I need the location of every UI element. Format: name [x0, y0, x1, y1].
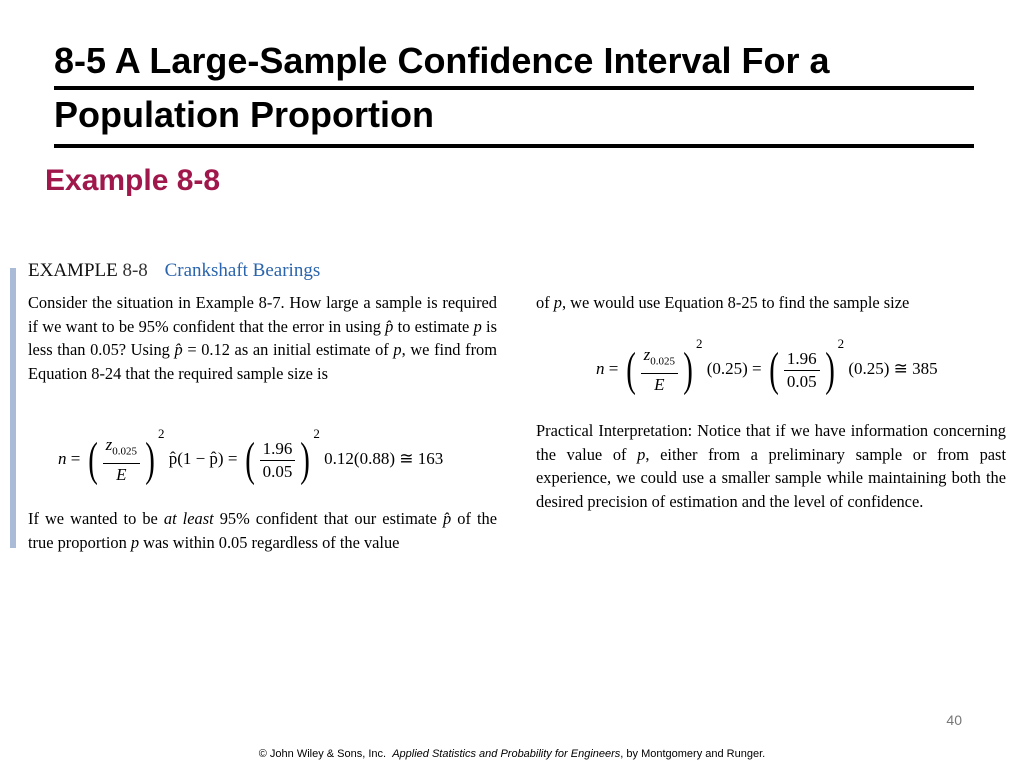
footer-authors: , by Montgomery and Runger.: [620, 748, 766, 760]
practical-interpretation: Practical Interpretation: Notice that if we have information concerning the value of p, either from a preliminary sample or from past experience, we could use a smaller sample while maintaining both the desired precision of estimation and the level of confidence.: [536, 421, 1006, 511]
example-label: EXAMPLE: [28, 260, 118, 281]
footer-copyright: © John Wiley & Sons, Inc.: [258, 748, 387, 760]
example-header: [28, 260, 320, 282]
footer-book-title: Applied Statistics and Probability for Engineers: [392, 748, 621, 760]
slide-subtitle: Example 8-8: [45, 164, 221, 197]
example-paragraph-2: If we wanted to be at least 95% confident that our estimate p̂ of the true proportion p was within 0.05 regardless of the value: [28, 509, 497, 552]
footer-citation: [0, 748, 1024, 760]
example-name: Crankshaft Bearings: [164, 260, 321, 281]
sample-size-formula-2: n = ( $\frac{z_{0.025}}{E}$ ) $^2$ (0.25) = ( $\frac{1.96}{0.05}$ ) $^2$ (0.25) ≅ 385: [596, 336, 938, 397]
slide-title: 8-5 A Large-Sample Confidence Interval For a Population Proportion: [54, 40, 830, 135]
title-underline-2: [54, 144, 974, 148]
title-underline-1: [54, 86, 974, 90]
example-number: 8-8: [122, 260, 148, 281]
example-paragraph-1: Consider the situation in Example 8-7. How large a sample is required if we want to be 95% confident that the error in using p̂ to estimate p is less than 0.05? Using p̂ = 0.12 as an initial estimate of p, we find from Equation 8-24 that the required sample size is: [28, 293, 497, 383]
example-accent-bar: [10, 268, 16, 548]
example-right-paragraph-1: of p, we would use Equation 8-25 to find the sample size: [536, 293, 910, 312]
page-number: 40: [946, 712, 962, 728]
sample-size-formula-1: n = ( $\frac{z_{0.025}}{E}$ ) $^2$ p̂(1 − p̂) = ( $\frac{1.96}{0.05}$ ) $^2$ 0.12(0.88) ≅ 163: [58, 426, 444, 487]
